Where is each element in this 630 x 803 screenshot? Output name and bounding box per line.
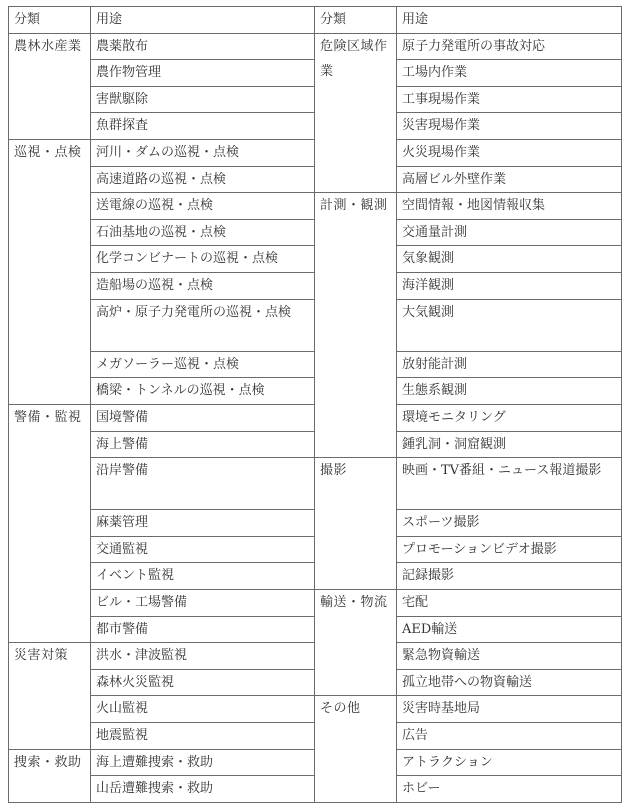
use-cell: 害獣駆除 [91, 86, 315, 113]
use-cell: 生態系観測 [397, 378, 622, 405]
use-cell: 交通量計測 [397, 219, 622, 246]
use-cell: 海洋観測 [397, 272, 622, 299]
table-row [9, 696, 622, 723]
use-cell: 交通監視 [91, 536, 315, 563]
use-cell: 災害現場作業 [397, 113, 622, 140]
use-cell: 森林火災監視 [91, 669, 315, 696]
use-cell: 気象観測 [397, 246, 622, 273]
use-cell: 送電線の巡視・点検 [91, 193, 315, 220]
table-row [9, 590, 622, 617]
header-left-use: 用途 [91, 7, 315, 34]
use-cell: 高速道路の巡視・点検 [91, 166, 315, 193]
category-security: 警備・監視 [9, 404, 91, 642]
use-cell: 工場内作業 [397, 60, 622, 87]
category-measurement: 計測・観測 [315, 193, 397, 458]
use-cell: 海上遭難捜索・救助 [91, 749, 315, 776]
use-cell: アトラクション [397, 749, 622, 776]
use-cell: 国境警備 [91, 404, 315, 431]
use-cell: 放射能計測 [397, 351, 622, 378]
category-disaster: 災害対策 [9, 643, 91, 749]
category-other: その他 [315, 696, 397, 802]
use-cell: ビル・工場警備 [91, 590, 315, 617]
use-cell: メガソーラー巡視・点検 [91, 351, 315, 378]
use-cell: 農作物管理 [91, 60, 315, 87]
use-cell: スポーツ撮影 [397, 510, 622, 537]
category-logistics: 輸送・物流 [315, 590, 397, 696]
use-cell: 麻薬管理 [91, 510, 315, 537]
use-cell: 造船場の巡視・点検 [91, 272, 315, 299]
use-cell: 地震監視 [91, 723, 315, 750]
use-cell: 孤立地帯への物資輸送 [397, 669, 622, 696]
use-cell: 海上警備 [91, 431, 315, 458]
category-patrol: 巡視・点検 [9, 139, 91, 404]
use-cell: 山岳遭難捜索・救助 [91, 776, 315, 803]
drone-uses-table [8, 6, 622, 803]
header-row [9, 7, 622, 34]
use-cell: 魚群探査 [91, 113, 315, 140]
category-agriculture: 農林水産業 [9, 33, 91, 139]
use-cell: ホビー [397, 776, 622, 803]
use-cell: 石油基地の巡視・点検 [91, 219, 315, 246]
category-rescue: 捜索・救助 [9, 749, 91, 802]
category-hazard-work: 危険区域作業 [315, 33, 397, 193]
use-cell: 災害時基地局 [397, 696, 622, 723]
use-cell: 映画・TV番組・ニュース報道撮影 [397, 458, 622, 510]
use-cell: 緊急物資輸送 [397, 643, 622, 670]
use-cell: 農薬散布 [91, 33, 315, 60]
use-cell: 高層ビル外壁作業 [397, 166, 622, 193]
use-cell: 鍾乳洞・洞窟観測 [397, 431, 622, 458]
header-right-category: 分類 [315, 7, 397, 34]
header-right-use: 用途 [397, 7, 622, 34]
table-wrapper [8, 6, 622, 803]
header-left-category: 分類 [9, 7, 91, 34]
use-cell: 橋梁・トンネルの巡視・点検 [91, 378, 315, 405]
use-cell: 都市警備 [91, 616, 315, 643]
table-row [9, 33, 622, 60]
use-cell: 大気観測 [397, 299, 622, 351]
use-cell: プロモーションビデオ撮影 [397, 536, 622, 563]
use-cell: 広告 [397, 723, 622, 750]
use-cell: イベント監視 [91, 563, 315, 590]
use-cell: 環境モニタリング [397, 404, 622, 431]
use-cell: 沿岸警備 [91, 458, 315, 510]
use-cell: 工事現場作業 [397, 86, 622, 113]
use-cell: 河川・ダムの巡視・点検 [91, 139, 315, 166]
category-filming: 撮影 [315, 458, 397, 590]
table-row [9, 193, 622, 220]
use-cell: 宅配 [397, 590, 622, 617]
use-cell: 洪水・津波監視 [91, 643, 315, 670]
use-cell: 高炉・原子力発電所の巡視・点検 [91, 299, 315, 351]
use-cell: 原子力発電所の事故対応 [397, 33, 622, 60]
use-cell: 化学コンビナートの巡視・点検 [91, 246, 315, 273]
use-cell: 火災現場作業 [397, 139, 622, 166]
use-cell: 火山監視 [91, 696, 315, 723]
use-cell: AED輸送 [397, 616, 622, 643]
use-cell: 記録撮影 [397, 563, 622, 590]
use-cell: 空間情報・地図情報収集 [397, 193, 622, 220]
table-row [9, 458, 622, 510]
